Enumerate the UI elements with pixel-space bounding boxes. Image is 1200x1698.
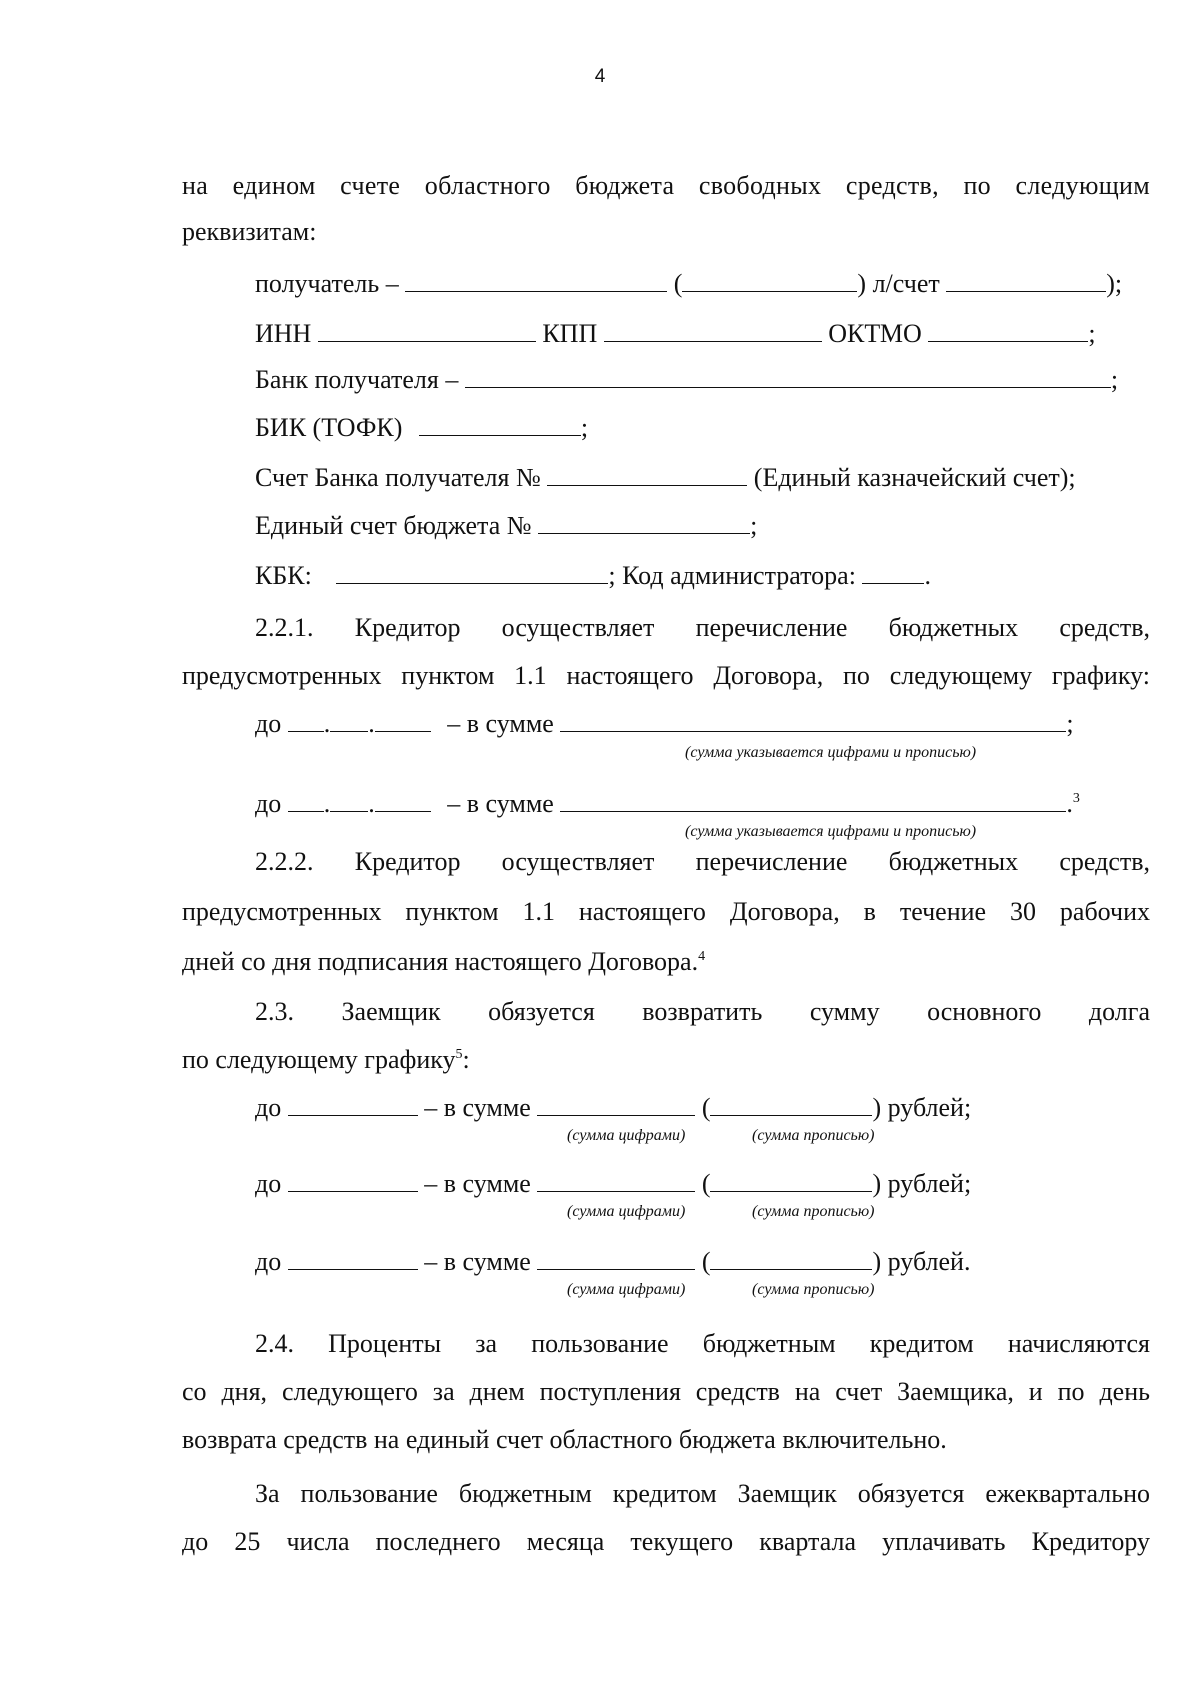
oktmo-label: ОКТМО bbox=[828, 319, 922, 348]
in-amount-label: – в сумме bbox=[424, 1093, 531, 1122]
kpp-label: КПП bbox=[542, 319, 598, 348]
interest-paragraph-line-2: до 25 числа последнего месяца текущего квартала уплачивать Кредитору bbox=[182, 1527, 1150, 1556]
footnote-period: . bbox=[1066, 789, 1073, 818]
until-label: до bbox=[255, 1247, 282, 1276]
amount-words-field[interactable] bbox=[710, 1168, 872, 1192]
paren-open: ( bbox=[701, 1247, 711, 1276]
date-field[interactable] bbox=[288, 1168, 418, 1192]
rubles-label: ) рублей. bbox=[872, 1247, 971, 1276]
budget-account-row bbox=[255, 510, 757, 542]
day-field[interactable] bbox=[288, 708, 324, 732]
clause-2-3-line-2 bbox=[182, 1044, 470, 1076]
hint-words: (сумма прописью) bbox=[752, 1281, 875, 1298]
clause-2-4-line-1: 2.4. Проценты за пользование бюджетным кредитом начисляются bbox=[255, 1329, 1150, 1358]
amount-digits-field[interactable] bbox=[537, 1092, 695, 1116]
bank-account-row bbox=[255, 462, 1076, 494]
hint-digits: (сумма цифрами) bbox=[567, 1203, 686, 1220]
colon: : bbox=[462, 1045, 470, 1074]
clause-2-2-2-line-2: предусмотренных пунктом 1.1 настоящего Договора, в течение 30 рабочих bbox=[182, 897, 1150, 926]
bank-field[interactable] bbox=[465, 364, 1111, 388]
year-field[interactable] bbox=[375, 708, 431, 732]
month-field[interactable] bbox=[330, 708, 368, 732]
clause-2-4-line-2: со дня, следующего за днем поступления средств на счет Заемщика, и по день bbox=[182, 1377, 1150, 1406]
kbk-period: . bbox=[924, 561, 931, 590]
clause-2-4-line-3: возврата средств на единый счет областного бюджета включительно. bbox=[182, 1425, 947, 1454]
clause-2-2-2-line-1: 2.2.2. Кредитор осуществляет перечисление бюджетных средств, bbox=[255, 847, 1150, 876]
amount-hint: (сумма указывается цифрами и прописью) bbox=[685, 823, 977, 840]
until-label: до bbox=[255, 1169, 282, 1198]
budget-account-field[interactable] bbox=[538, 510, 750, 534]
footnote-ref-3: 3 bbox=[1072, 791, 1080, 806]
intro-line-1: на едином счете областного бюджета свободных средств, по следующим bbox=[182, 171, 1150, 200]
admin-code-label: ; Код администратора: bbox=[608, 561, 856, 590]
date-field[interactable] bbox=[288, 1246, 418, 1270]
clause-2-3-line-2-text: по следующему графику bbox=[182, 1045, 456, 1074]
bank-semicolon: ; bbox=[1110, 365, 1119, 394]
inn-label: ИНН bbox=[255, 319, 312, 348]
amount-field[interactable] bbox=[560, 708, 1066, 732]
until-label: до bbox=[255, 1093, 282, 1122]
budget-account-label: Единый счет бюджета № bbox=[255, 511, 532, 540]
footnote-ref-4: 4 bbox=[698, 949, 706, 964]
personal-account-field[interactable] bbox=[946, 268, 1106, 292]
footnote-ref-5: 5 bbox=[455, 1047, 463, 1062]
rubles-label: ) рублей; bbox=[872, 1169, 972, 1198]
paren-open: ( bbox=[701, 1093, 711, 1122]
account-label: ) л/счет bbox=[857, 269, 940, 298]
repayment-row-2 bbox=[255, 1168, 971, 1200]
month-field[interactable] bbox=[330, 788, 368, 812]
dot: . bbox=[323, 789, 331, 818]
recipient-short-name-field[interactable] bbox=[682, 268, 857, 292]
repayment-row-1 bbox=[255, 1092, 971, 1124]
intro-line-2: реквизитам: bbox=[182, 217, 317, 246]
inn-field[interactable] bbox=[318, 318, 536, 342]
clause-2-2-2-line-3 bbox=[182, 946, 705, 978]
bik-semicolon: ; bbox=[580, 413, 589, 442]
bank-row bbox=[255, 364, 1118, 396]
date-field[interactable] bbox=[288, 1092, 418, 1116]
admin-code-field[interactable] bbox=[862, 560, 924, 584]
hint-words: (сумма прописью) bbox=[752, 1203, 875, 1220]
clause-2-3-line-1: 2.3. Заемщик обязуется возвратить сумму основного долга bbox=[255, 997, 1150, 1026]
paren-open: ( bbox=[673, 269, 683, 298]
budget-account-semicolon: ; bbox=[750, 511, 758, 540]
in-amount-label: – в сумме bbox=[447, 709, 554, 738]
bik-label: БИК (ТОФК) bbox=[255, 413, 403, 442]
amount-words-field[interactable] bbox=[710, 1092, 872, 1116]
paren-open: ( bbox=[701, 1169, 711, 1198]
page-number: 4 bbox=[594, 66, 606, 87]
interest-paragraph-line-1: За пользование бюджетным кредитом Заемщик обязуется ежеквартально bbox=[255, 1479, 1150, 1508]
hint-digits: (сумма цифрами) bbox=[567, 1281, 686, 1298]
clause-2-2-1-line-1: 2.2.1. Кредитор осуществляет перечисление бюджетных средств, bbox=[255, 613, 1150, 642]
clause-2-2-1-line-2: предусмотренных пунктом 1.1 настоящего Договора, по следующему графику: bbox=[182, 661, 1150, 690]
repayment-row-3 bbox=[255, 1246, 970, 1278]
until-label: до bbox=[255, 789, 282, 818]
hint-digits: (сумма цифрами) bbox=[567, 1127, 686, 1144]
schedule-row-1 bbox=[255, 708, 1074, 740]
recipient-row bbox=[255, 268, 1122, 300]
oktmo-field[interactable] bbox=[928, 318, 1088, 342]
kbk-row bbox=[255, 560, 931, 592]
schedule-row-2 bbox=[255, 788, 1080, 820]
year-field[interactable] bbox=[375, 788, 431, 812]
until-label: до bbox=[255, 709, 282, 738]
day-field[interactable] bbox=[288, 788, 324, 812]
amount-hint: (сумма указывается цифрами и прописью) bbox=[685, 744, 977, 761]
kbk-field[interactable] bbox=[336, 560, 608, 584]
bank-label: Банк получателя – bbox=[255, 365, 459, 394]
in-amount-label: – в сумме bbox=[424, 1169, 531, 1198]
amount-digits-field[interactable] bbox=[537, 1246, 695, 1270]
bik-row bbox=[255, 412, 588, 444]
dot: . bbox=[368, 709, 375, 738]
dot: . bbox=[323, 709, 331, 738]
amount-digits-field[interactable] bbox=[537, 1168, 695, 1192]
hint-words: (сумма прописью) bbox=[752, 1127, 875, 1144]
bik-field[interactable] bbox=[419, 412, 581, 436]
dot: . bbox=[368, 789, 375, 818]
kpp-field[interactable] bbox=[604, 318, 822, 342]
semicolon: ; bbox=[1066, 709, 1074, 738]
clause-2-2-2-line-3-text: дней со дня подписания настоящего Договора. bbox=[182, 947, 699, 976]
rubles-label: ) рублей; bbox=[872, 1093, 972, 1122]
bank-account-field[interactable] bbox=[547, 462, 747, 486]
kbk-label: КБК: bbox=[255, 561, 312, 590]
in-amount-label: – в сумме bbox=[447, 789, 554, 818]
recipient-label: получатель – bbox=[255, 269, 399, 298]
oktmo-semicolon: ; bbox=[1088, 319, 1096, 348]
bank-account-label: Счет Банка получателя № bbox=[255, 463, 541, 492]
in-amount-label: – в сумме bbox=[424, 1247, 531, 1276]
recipient-end: ); bbox=[1106, 269, 1123, 298]
amount-field[interactable] bbox=[560, 788, 1066, 812]
recipient-name-field[interactable] bbox=[405, 268, 667, 292]
inn-kpp-oktmo-row bbox=[255, 318, 1096, 350]
amount-words-field[interactable] bbox=[710, 1246, 872, 1270]
treasury-account-note: (Единый казначейский счет); bbox=[753, 463, 1076, 492]
